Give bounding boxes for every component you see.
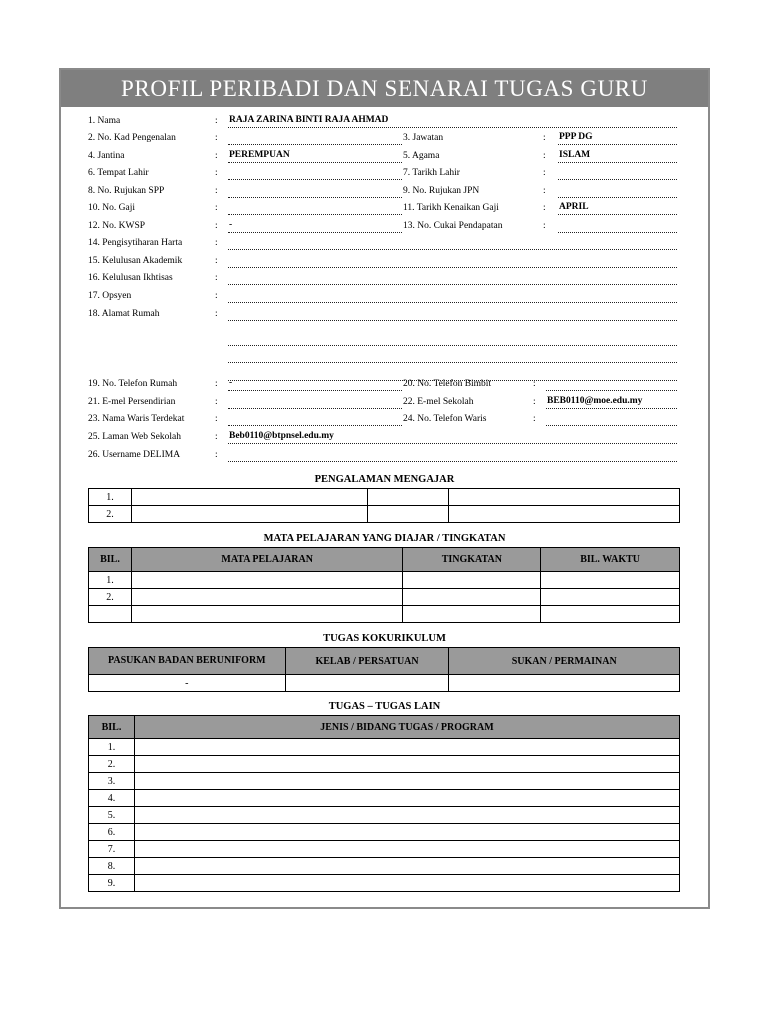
row-number: 8. <box>89 858 135 875</box>
pengalaman-row <box>89 506 680 523</box>
section-title-kokurikulum: TUGAS KOKURIKULUM <box>323 633 446 644</box>
field-label: 6. Tempat Lahir <box>88 168 149 178</box>
field-input-line[interactable] <box>228 397 402 409</box>
tugas-lain-row <box>89 841 680 858</box>
field-colon: : <box>215 432 218 442</box>
address-input-line[interactable] <box>228 369 677 381</box>
field-colon: : <box>215 414 218 424</box>
section-title-pengalaman: PENGALAMAN MENGAJAR <box>314 474 455 485</box>
field-input-line[interactable] <box>228 273 677 285</box>
table-cell[interactable] <box>367 506 449 523</box>
field-colon: : <box>215 238 218 248</box>
row-number: 1. <box>89 572 132 589</box>
header-tingkatan: TINGKATAN <box>403 548 541 572</box>
field-value: PPP DG <box>559 132 593 142</box>
field-label: 4. Jantina <box>88 151 125 161</box>
field-colon: : <box>215 273 218 283</box>
mata-pelajaran-row <box>89 572 680 589</box>
field-label: 10. No. Gaji <box>88 203 135 213</box>
tugas-lain-row <box>89 875 680 892</box>
tugas-lain-row <box>89 858 680 875</box>
field-input-line[interactable] <box>228 221 402 233</box>
field-label: 3. Jawatan <box>403 133 444 143</box>
field-colon: : <box>543 151 546 161</box>
tugas-lain-row <box>89 790 680 807</box>
section-title-mata-pelajaran: MATA PELAJARAN YANG DIAJAR / TINGKATAN <box>263 533 506 544</box>
field-input-line[interactable] <box>546 414 677 426</box>
row-number: 7. <box>89 841 135 858</box>
field-colon: : <box>533 397 536 407</box>
table-cell[interactable] <box>541 572 680 589</box>
table-cell[interactable] <box>449 506 680 523</box>
kokurikulum-cell-sukan[interactable] <box>449 675 680 692</box>
row-number: 4. <box>89 790 135 807</box>
profile-sheet <box>59 68 710 909</box>
field-input-line[interactable] <box>228 414 402 426</box>
field-input-line[interactable] <box>228 256 677 268</box>
field-input-line[interactable] <box>228 309 677 321</box>
table-cell[interactable] <box>134 841 679 858</box>
table-cell[interactable] <box>134 807 679 824</box>
field-value: RAJA ZARINA BINTI RAJA AHMAD <box>229 115 389 125</box>
field-label: 8. No. Rujukan SPP <box>88 186 165 196</box>
field-value: Beb0110@btpnsel.edu.my <box>229 431 334 441</box>
field-input-line[interactable] <box>228 291 677 303</box>
table-cell[interactable] <box>134 773 679 790</box>
kokurikulum-cell-pasukan[interactable]: - <box>89 675 286 692</box>
table-cell[interactable] <box>403 589 541 606</box>
field-colon: : <box>543 203 546 213</box>
field-label: 14. Pengisytiharan Harta <box>88 238 183 248</box>
header-bil: BIL. <box>89 716 135 739</box>
header-bil: BIL. <box>89 548 132 572</box>
field-colon: : <box>543 221 546 231</box>
tugas-lain-row <box>89 807 680 824</box>
table-cell[interactable] <box>134 756 679 773</box>
field-value: APRIL <box>559 202 589 212</box>
field-colon: : <box>215 203 218 213</box>
pengalaman-table <box>88 488 680 523</box>
tugas-lain-table <box>88 715 680 892</box>
field-label: 13. No. Cukai Pendapatan <box>403 221 503 231</box>
field-input-line[interactable] <box>558 221 677 233</box>
row-number <box>89 606 132 623</box>
field-colon: : <box>215 291 218 301</box>
table-cell[interactable] <box>541 589 680 606</box>
table-cell[interactable] <box>131 506 367 523</box>
field-value: PEREMPUAN <box>229 150 290 160</box>
address-input-line[interactable] <box>228 351 677 363</box>
field-value: - <box>229 378 233 388</box>
field-label: 7. Tarikh Lahir <box>403 168 460 178</box>
table-cell[interactable] <box>134 739 679 756</box>
row-number: 9. <box>89 875 135 892</box>
field-colon: : <box>215 309 218 319</box>
table-cell[interactable] <box>403 572 541 589</box>
row-number: 5. <box>89 807 135 824</box>
header-kelab-persatuan: KELAB / PERSATUAN <box>285 648 449 675</box>
table-cell[interactable] <box>134 824 679 841</box>
pengalaman-row <box>89 489 680 506</box>
tugas-lain-row <box>89 739 680 756</box>
table-cell[interactable] <box>403 606 541 623</box>
row-number: 2. <box>89 506 132 523</box>
kokurikulum-table <box>88 647 680 692</box>
table-cell[interactable] <box>134 790 679 807</box>
row-number: 3. <box>89 773 135 790</box>
mata-pelajaran-row <box>89 589 680 606</box>
row-number: 1. <box>89 739 135 756</box>
field-input-line[interactable] <box>228 133 402 145</box>
address-input-line[interactable] <box>228 334 677 346</box>
table-cell[interactable] <box>134 875 679 892</box>
kokurikulum-cell-kelab[interactable] <box>285 675 449 692</box>
field-colon: : <box>215 186 218 196</box>
field-colon: : <box>533 379 536 389</box>
field-label: 9. No. Rujukan JPN <box>403 186 480 196</box>
field-colon: : <box>543 168 546 178</box>
field-colon: : <box>215 151 218 161</box>
page-title: PROFIL PERIBADI DAN SENARAI TUGAS GURU <box>61 70 708 107</box>
header-mata-pelajaran: MATA PELAJARAN <box>131 548 402 572</box>
field-colon: : <box>215 397 218 407</box>
field-label: 19. No. Telefon Rumah <box>88 379 178 389</box>
field-label: 25. Laman Web Sekolah <box>88 432 181 442</box>
field-input-line[interactable] <box>558 168 677 180</box>
row-number: 1. <box>89 489 132 506</box>
field-value: - <box>229 220 233 230</box>
field-label: 16. Kelulusan Ikhtisas <box>88 273 173 283</box>
table-cell[interactable] <box>541 606 680 623</box>
section-title-tugas-lain: TUGAS – TUGAS LAIN <box>328 701 441 712</box>
field-label: 21. E-mel Persendirian <box>88 397 176 407</box>
field-input-line[interactable] <box>228 450 677 462</box>
table-cell[interactable] <box>131 606 402 623</box>
field-input-line[interactable] <box>228 203 402 215</box>
field-colon: : <box>215 450 218 460</box>
field-label: 1. Nama <box>88 116 121 126</box>
field-colon: : <box>215 168 218 178</box>
field-colon: : <box>533 414 536 424</box>
field-colon: : <box>543 133 546 143</box>
row-number: 6. <box>89 824 135 841</box>
field-value: BEB0110@moe.edu.my <box>547 396 643 406</box>
field-label: 26. Username DELIMA <box>88 450 181 460</box>
tugas-lain-row <box>89 824 680 841</box>
field-colon: : <box>215 256 218 266</box>
table-cell[interactable] <box>449 489 680 506</box>
field-colon: : <box>215 133 218 143</box>
field-label: 24. No. Telefon Waris <box>403 414 487 424</box>
field-label: 2. No. Kad Pengenalan <box>88 133 176 143</box>
header-pasukan-beruniform: PASUKAN BADAN BERUNIFORM <box>89 648 286 675</box>
tugas-lain-row <box>89 773 680 790</box>
field-label: 23. Nama Waris Terdekat <box>88 414 185 424</box>
field-input-line[interactable] <box>228 186 402 198</box>
row-number: 2. <box>89 756 135 773</box>
field-colon: : <box>543 186 546 196</box>
header-jenis-tugas: JENIS / BIDANG TUGAS / PROGRAM <box>134 716 679 739</box>
field-colon: : <box>215 379 218 389</box>
header-bil-waktu: BIL. WAKTU <box>541 548 680 572</box>
tugas-lain-row <box>89 756 680 773</box>
field-label: 12. No. KWSP <box>88 221 146 231</box>
field-label: 15. Kelulusan Akademik <box>88 256 183 266</box>
field-label: 17. Opsyen <box>88 291 132 301</box>
table-cell[interactable] <box>131 489 367 506</box>
field-label: 22. E-mel Sekolah <box>403 397 474 407</box>
field-label: 11. Tarikh Kenaikan Gaji <box>403 203 499 213</box>
table-cell[interactable] <box>367 489 449 506</box>
mata-pelajaran-table <box>88 547 680 623</box>
mata-pelajaran-row <box>89 606 680 623</box>
table-cell[interactable] <box>134 858 679 875</box>
field-value: ISLAM <box>559 150 591 160</box>
header-sukan-permainan: SUKAN / PERMAINAN <box>449 648 680 675</box>
field-input-line[interactable] <box>228 238 677 250</box>
field-input-line[interactable] <box>558 186 677 198</box>
row-number: 2. <box>89 589 132 606</box>
table-cell[interactable] <box>131 572 402 589</box>
field-label: 20. No. Telefon Bimbit <box>403 379 492 389</box>
field-colon: : <box>215 116 218 126</box>
field-colon: : <box>215 221 218 231</box>
table-cell[interactable] <box>131 589 402 606</box>
field-label: 5. Agama <box>403 151 440 161</box>
field-input-line[interactable] <box>228 168 402 180</box>
field-label: 18. Alamat Rumah <box>88 309 160 319</box>
